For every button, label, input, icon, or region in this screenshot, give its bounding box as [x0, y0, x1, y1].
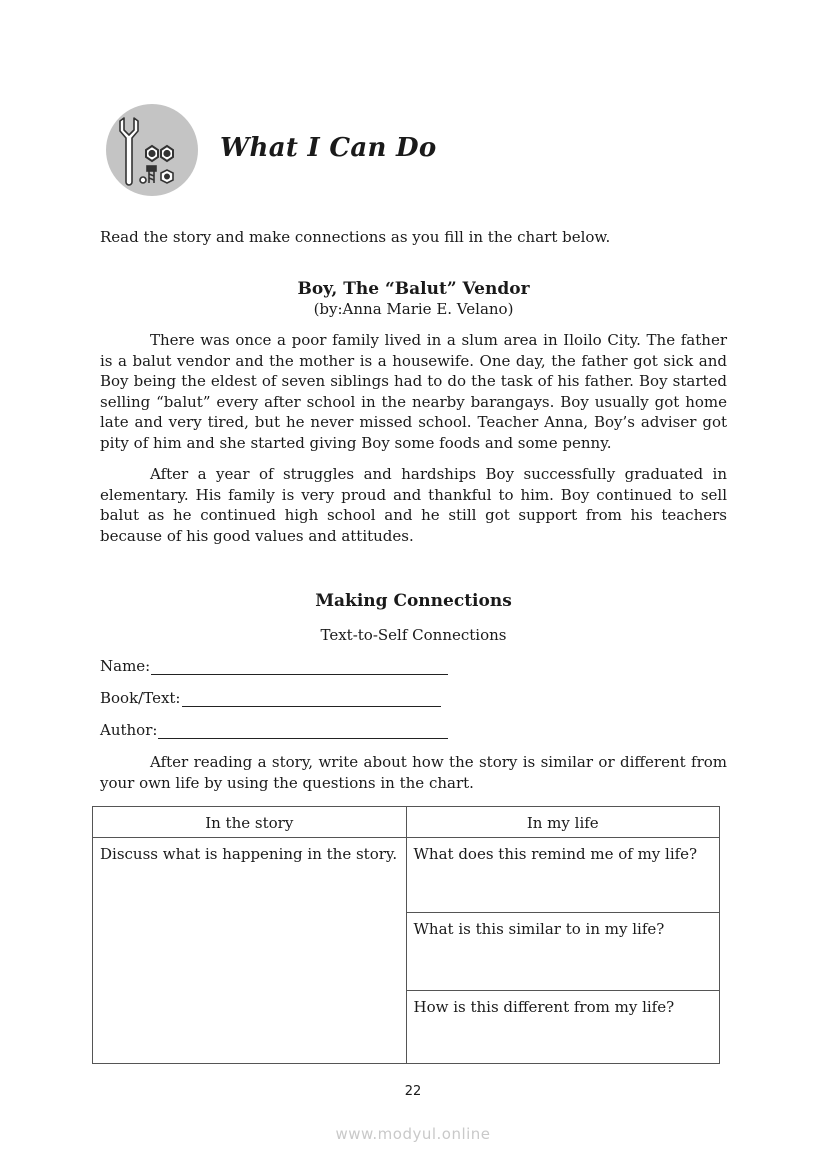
author-field[interactable] — [100, 721, 448, 739]
page-number: 22 — [404, 1084, 422, 1099]
chart-row — [93, 838, 720, 913]
col-header-story: In the story — [93, 807, 407, 838]
book-text-blank[interactable] — [182, 692, 441, 707]
life-prompt-similar: What is this similar to in my life? — [413, 920, 665, 938]
section-title: What I Can Do — [220, 133, 437, 163]
chart-directions: After reading a story, write about how the story is similar or different from your own life by using the questions in the chart. — [100, 753, 727, 792]
story-author: (by:Anna Marie E. Velano) — [313, 300, 514, 318]
story-paragraph-2: After a year of struggles and hardships Boy successfully graduated in elementary. His family is very proud and thankful to him. Boy continued to sell balut as he continued high school and he still got support from his teachers because of his good values and attitudes. — [100, 465, 727, 545]
book-text-label: Book/Text: — [100, 689, 181, 707]
life-prompt-remind: What does this remind me of my life? — [413, 845, 698, 863]
making-connections-title: Making Connections — [315, 591, 512, 611]
making-connections-subtitle: Text-to-Self Connections — [320, 626, 507, 644]
book-text-field[interactable] — [100, 689, 441, 707]
watermark: www.modyul.online — [335, 1125, 491, 1143]
connections-chart — [92, 806, 720, 1064]
life-cell-similar[interactable] — [406, 913, 720, 991]
chart-header-row — [93, 807, 720, 838]
instruction-text: Read the story and make connections as you fill in the chart below. — [100, 228, 611, 246]
life-prompt-different: How is this different from my life? — [413, 998, 675, 1016]
name-label: Name: — [100, 657, 151, 675]
story-title: Boy, The “Balut” Vendor — [297, 279, 530, 299]
name-field[interactable] — [100, 657, 448, 675]
story-prompt: Discuss what is happening in the story. — [100, 845, 398, 863]
story-paragraph-1: There was once a poor family lived in a slum area in Iloilo City. The father is a balut vendor and the mother is a housewife. One day, the father got sick and Boy being the eldest of seven siblings had to do the task of his father. Boy started selling “balut” every after school in the nearby barangays. Boy usually got home late and very tired, but he never missed school. Teacher Anna, Boy’s adviser got pity of him and she started giving Boy some foods and some penny. — [100, 331, 727, 452]
life-cell-remind[interactable] — [406, 838, 720, 913]
story-cell[interactable] — [93, 838, 407, 1064]
tools-icon — [106, 104, 198, 196]
author-label: Author: — [100, 721, 158, 739]
author-blank[interactable] — [158, 724, 448, 739]
col-header-life: In my life — [406, 807, 720, 838]
name-blank[interactable] — [151, 660, 448, 675]
life-cell-different[interactable] — [406, 991, 720, 1064]
